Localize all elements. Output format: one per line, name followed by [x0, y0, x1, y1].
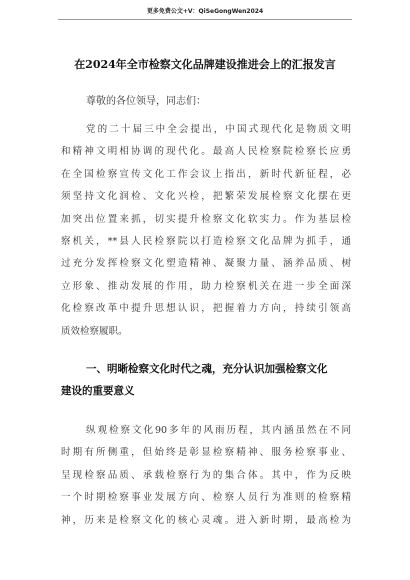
- paragraph-line: 立形象、推动发展的作用，助力检察机关在进一步全面深: [61, 280, 351, 292]
- paragraph-line: 纵观检察文化90多年的风雨历程，其内涵虽然在不同: [86, 425, 351, 436]
- paragraph-line: 察机关，**县人民检察院以打造检察文化品牌为抓手，通: [61, 236, 351, 248]
- paragraph-line: 神，历来是检察文化的核心灵魂。进入新时期，最高检为: [61, 514, 351, 526]
- paragraph-line: 时期有所侧重，但始终是彰显检察精神、服务检察事业、: [61, 447, 351, 459]
- paragraph-2: [61, 420, 351, 532]
- paragraph-line: 一个时期检察事业发展方向、检察人员行为准则的检察精: [61, 492, 351, 504]
- paragraph-line: 在全国检察宣传文化工作会议上指出，新时代新征程，必: [61, 168, 351, 180]
- paragraph-line: 须坚持文化润检、文化兴检，把繁荣发展检察文化摆在更: [61, 191, 351, 203]
- paragraph-1: [61, 119, 351, 343]
- paragraph-line: 过充分发挥检察文化塑造精神、凝聚力量、涵养品质、树: [61, 258, 351, 270]
- paragraph-line: 党的二十届三中全会提出，中国式现代化是物质文明: [86, 124, 351, 135]
- paragraph-line: 呈现检察品质、承载检察行为的集合体。其中，作为反映: [61, 469, 351, 481]
- greeting: 尊敬的各位领导，同志们：: [86, 96, 206, 107]
- page-header: 更多免费公文+V：QiSeGongWen2024: [146, 8, 264, 15]
- document-title: 在2024年全市检察文化品牌建设推进会上的汇报发言: [74, 58, 336, 71]
- heading-line: 一、明晰检察文化时代之魂，充分认识加强检察文化: [86, 363, 328, 375]
- header-divider: [58, 19, 352, 20]
- heading-line: 建设的重要意义: [61, 385, 135, 398]
- paragraph-line: 质效检察履职。: [61, 325, 128, 337]
- paragraph-line: 和精神文明相协调的现代化。最高人民检察院检察长应勇: [61, 146, 351, 158]
- paragraph-line: 加突出位置来抓，切实提升检察文化软实力。作为基层检: [61, 213, 351, 225]
- section-heading-1: [61, 358, 353, 403]
- paragraph-line: 化检察改革中提升思想认识，把握着力方向，持续引领高: [61, 303, 351, 315]
